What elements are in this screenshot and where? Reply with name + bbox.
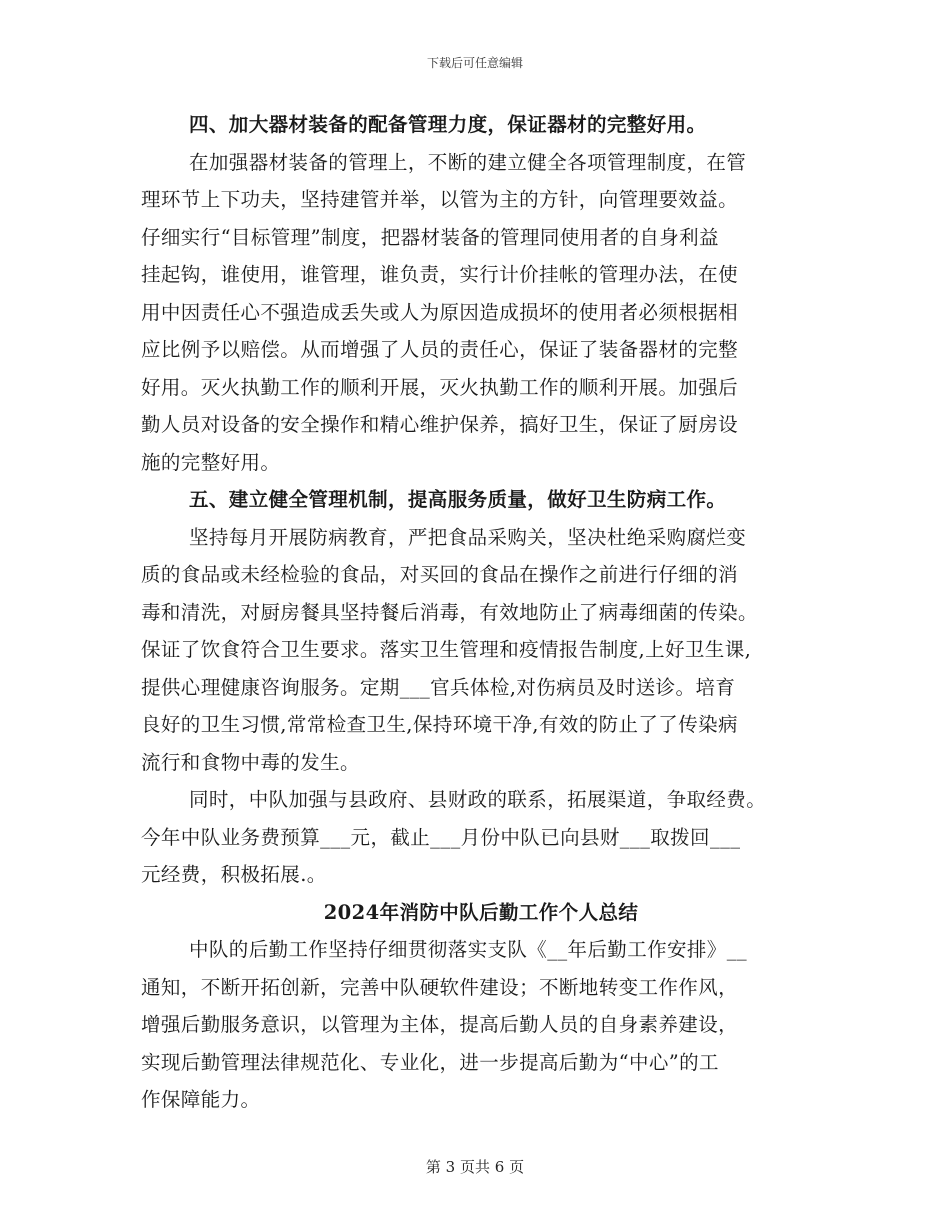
paragraph-line: 挂起钩，谁使用，谁管理，谁负责，实行计价挂帐的管理办法，在使: [141, 263, 739, 286]
paragraph-line: 勤人员对设备的安全操作和精心维护保养，搞好卫生，保证了厨房设: [141, 413, 739, 436]
paragraph-line: 毒和清洗，对厨房餐具坚持餐后消毒，有效地防止了病毒细菌的传染。: [141, 600, 758, 624]
paragraph-line: 中队的后勤工作坚持仔细贯彻落实支队《__年后勤工作安排》__: [189, 938, 748, 961]
document-body: [141, 106, 821, 1119]
document-title: 2024年消防中队后勤工作个人总结: [323, 900, 639, 924]
paragraph-line: 理环节上下功夫，坚持建管并举，以管为主的方针，向管理要效益。: [141, 188, 739, 211]
paragraph-line: 坚持每月开展防病教育，严把食品采购关，坚决杜绝采购腐烂变: [189, 525, 747, 549]
paragraph-line: 在加强器材装备的管理上，不断的建立健全各项管理制度，在管: [189, 150, 747, 174]
section-heading-5: 五、建立健全管理机制，提高服务质量，做好卫生防病工作。: [189, 488, 727, 511]
paragraph-line: 实现后勤管理法律规范化、专业化，进一步提高后勤为“中心”的工: [141, 1050, 719, 1074]
section-heading-4: 四、加大器材装备的配备管理力度，保证器材的完整好用。: [189, 113, 707, 136]
paragraph-line: 同时，中队加强与县政府、县财政的联系，拓展渠道，争取经费。: [189, 788, 767, 811]
paragraph-line: 增强后勤服务意识，以管理为主体，提高后勤人员的自身素养建设，: [141, 1013, 739, 1036]
paragraph-line: 施的完整好用。: [141, 450, 281, 474]
page-footer: 第 3 页共 6 页: [425, 1158, 525, 1176]
paragraph-line: 流行和食物中毒的发生。: [141, 750, 360, 774]
paragraph-line: 仔细实行“目标管理”制度，把器材装备的管理同使用者的自身利益: [141, 225, 719, 249]
paragraph-line: 好用。灭火执勤工作的顺利开展，灭火执勤工作的顺利开展。加强后: [141, 375, 739, 399]
page-header: 下载后可任意编辑: [426, 56, 523, 70]
paragraph-line: 元经费，积极拓展.。: [141, 863, 327, 886]
paragraph-line: 保证了饮食符合卫生要求。落实卫生管理和疫情报告制度,上好卫生课,: [141, 638, 752, 661]
paragraph-line: 质的食品或未经检验的食品，对买回的食品在操作之前进行仔细的消: [141, 563, 739, 586]
paragraph-line: 通知，不断开拓创新，完善中队硬软件建设；不断地转变工作作风，: [141, 975, 739, 999]
paragraph-line: 作保障能力。: [141, 1088, 261, 1111]
paragraph-line: 应比例予以赔偿。从而增强了人员的责任心，保证了装备器材的完整: [141, 338, 739, 361]
paragraph-line: 提供心理健康咨询服务。定期___官兵体检,对伤病员及时送诊。培育: [141, 675, 736, 699]
paragraph-line: 今年中队业务费预算___元，截止___月份中队已向县财___取拨回___: [141, 825, 741, 849]
paragraph-line: 用中因责任心不强造成丢失或人为原因造成损坏的使用者必须根据相: [141, 300, 739, 324]
paragraph-line: 良好的卫生习惯,常常检查卫生,保持环境干净,有效的防止了了传染病: [141, 713, 738, 736]
